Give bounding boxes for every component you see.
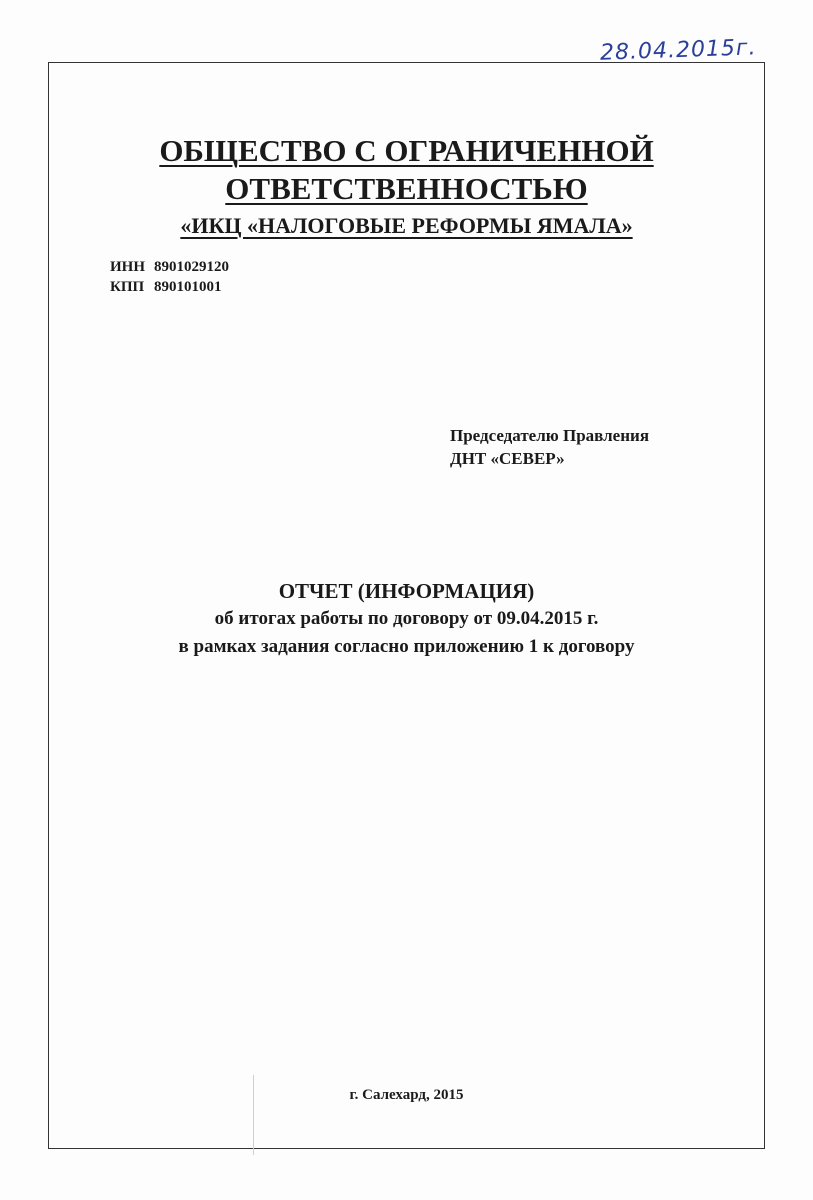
report-title-block — [48, 577, 765, 661]
org-name: «ИКЦ «НАЛОГОВЫЕ РЕФОРМЫ ЯМАЛА» — [180, 213, 633, 238]
addressee-position: Председателю Правления — [450, 426, 650, 445]
kpp-label: КПП — [110, 279, 145, 295]
org-title-line2: ОТВЕТСТВЕННОСТЬЮ — [225, 171, 588, 206]
report-title: ОТЧЕТ (ИНФОРМАЦИЯ) — [278, 579, 535, 603]
inn-row — [110, 257, 229, 277]
organization-header — [48, 132, 765, 242]
addressee-organization: ДНТ «СЕВЕР» — [450, 449, 565, 468]
report-subtitle-1: об итогах работы по договору от 09.04.2015 г. — [214, 608, 599, 629]
kpp-value: 890101001 — [154, 279, 222, 295]
inn-label: ИНН — [110, 259, 146, 275]
report-subtitle-2: в рамках задания согласно приложению 1 к договору — [178, 636, 635, 657]
addressee-block — [450, 424, 649, 470]
handwritten-date-annotation: 28.04.2015г. — [599, 35, 757, 66]
kpp-row — [110, 277, 229, 297]
org-title-line1: ОБЩЕСТВО С ОГРАНИЧЕННОЙ — [159, 133, 654, 168]
requisites-block — [110, 257, 229, 297]
place-and-year: г. Салехард, 2015 — [349, 1087, 464, 1103]
inn-value: 8901029120 — [154, 259, 229, 275]
